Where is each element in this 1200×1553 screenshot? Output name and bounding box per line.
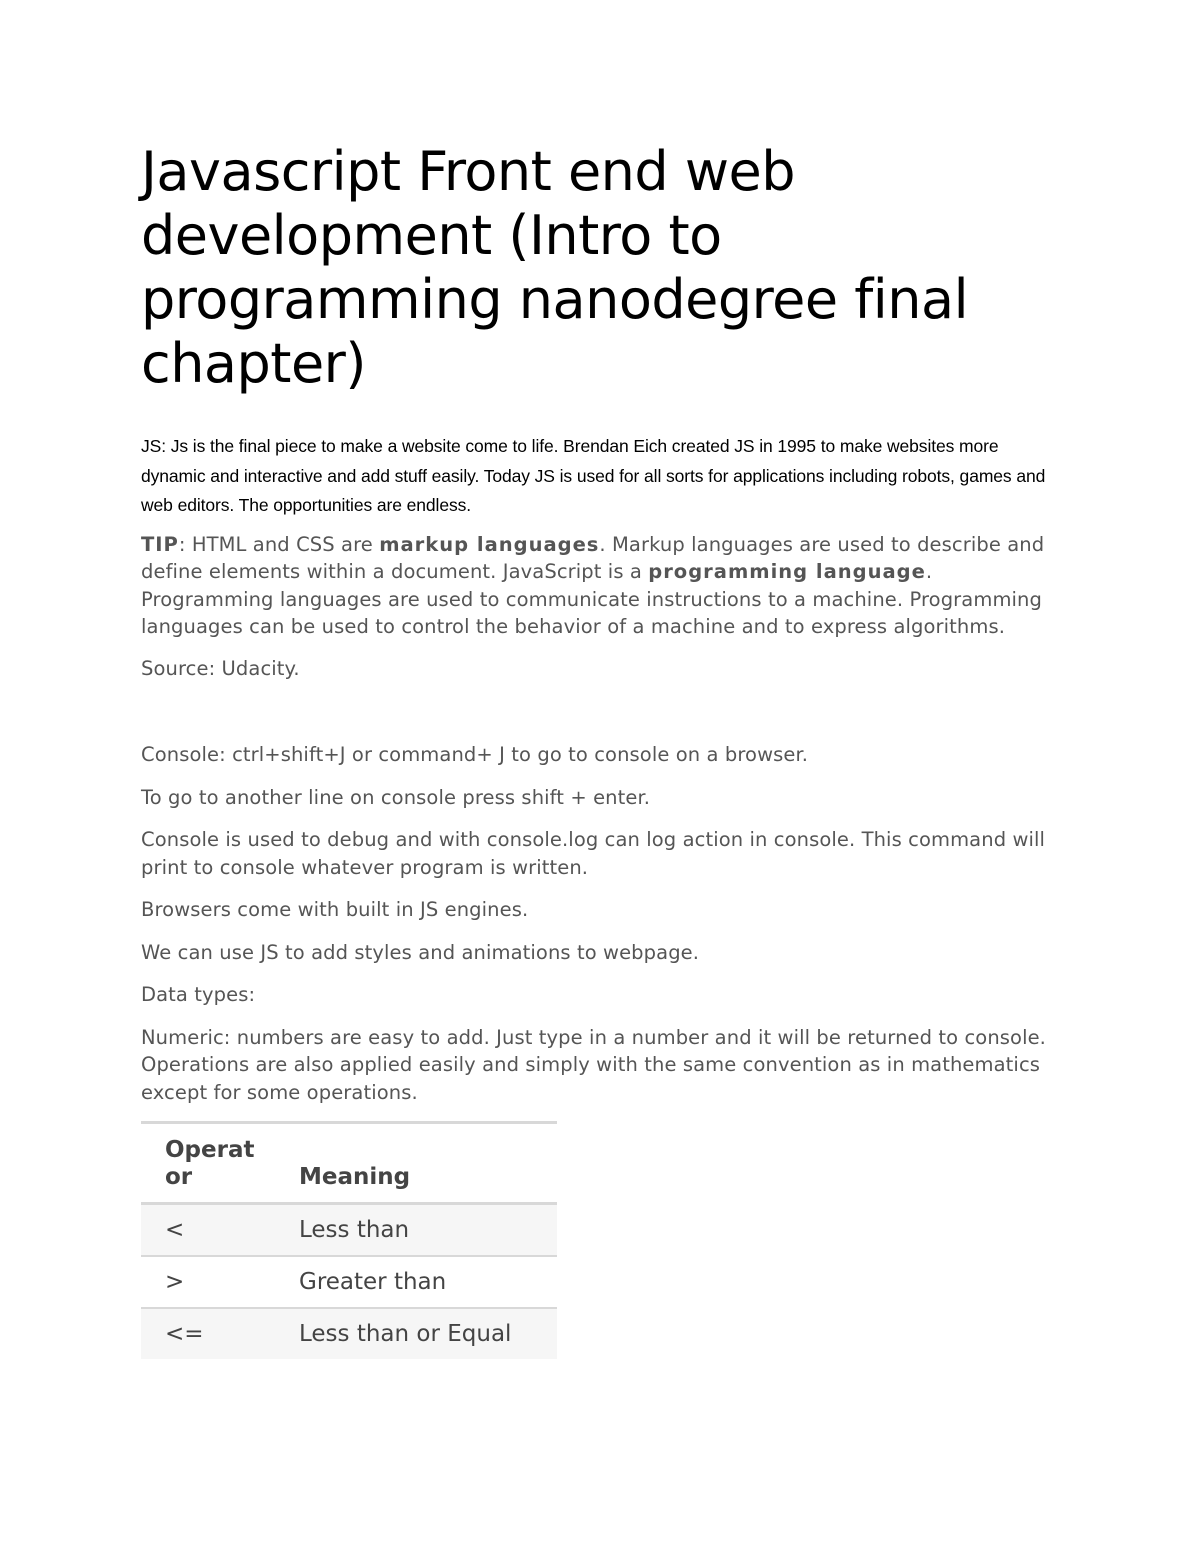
data-types-heading: Data types: bbox=[141, 983, 256, 1006]
meaning-column-header: Meaning bbox=[299, 1164, 411, 1190]
newline-paragraph: To go to another line on console press shift + enter. bbox=[141, 785, 651, 809]
console-paragraph: Console: ctrl+shift+J or command+ J to go to console on a browser. bbox=[141, 743, 809, 766]
table-row bbox=[141, 1256, 557, 1308]
tip-text-1: : HTML and CSS are bbox=[178, 532, 380, 556]
document-title: Javascript Front end web development (Intro to programming nanodegree final chapter) bbox=[141, 140, 969, 395]
meaning-cell: Greater than bbox=[299, 1269, 447, 1295]
debug-paragraph: Console is used to debug and with console.log can log action in console. This command will print to console whatever program is written. bbox=[141, 828, 1046, 879]
table-header-row bbox=[141, 1123, 557, 1204]
tip-label: TIP bbox=[141, 532, 179, 556]
intro-paragraph: JS: Js is the final piece to make a website come to life. Brendan Eich created JS in 1995 to make websites more dynamic and interactive and add stuff easily. Today JS is used for all sorts for applications including robots, games and web editors. The opportunities are endless. bbox=[141, 436, 1046, 515]
operator-cell: > bbox=[165, 1269, 185, 1295]
styles-paragraph: We can use JS to add styles and animations to webpage. bbox=[141, 940, 700, 964]
tip-text-3: . Programming languages are used to communicate instructions to a machine. Programming languages can be used to control the behavior of a machine and to express algorithms. bbox=[141, 560, 1042, 638]
numeric-paragraph: Numeric: numbers are easy to add. Just type in a number and it will be returned to console. Operations are also applied easily and simply with the same convention as in mathematics except for some operations. bbox=[141, 1025, 1046, 1104]
tip-paragraph bbox=[141, 531, 1061, 641]
table-row bbox=[141, 1204, 557, 1257]
table-row bbox=[141, 1308, 557, 1359]
meaning-cell: Less than or Equal bbox=[299, 1321, 512, 1347]
operator-table bbox=[141, 1121, 557, 1359]
engines-paragraph: Browsers come with built in JS engines. bbox=[141, 898, 529, 921]
meaning-cell: Less than bbox=[299, 1217, 410, 1243]
tip-text-2: . Markup languages are used to describe and define elements within a document. JavaScript is a bbox=[141, 532, 1045, 583]
source-paragraph: Source: Udacity. bbox=[141, 656, 300, 680]
document-page bbox=[141, 140, 1061, 1359]
operator-cell: < bbox=[165, 1217, 185, 1243]
operator-cell: <= bbox=[165, 1321, 204, 1347]
tip-bold-markup-languages: markup languages bbox=[379, 532, 600, 556]
operator-column-header: Operat or bbox=[165, 1137, 255, 1190]
tip-bold-programming-language: programming language bbox=[648, 560, 926, 583]
